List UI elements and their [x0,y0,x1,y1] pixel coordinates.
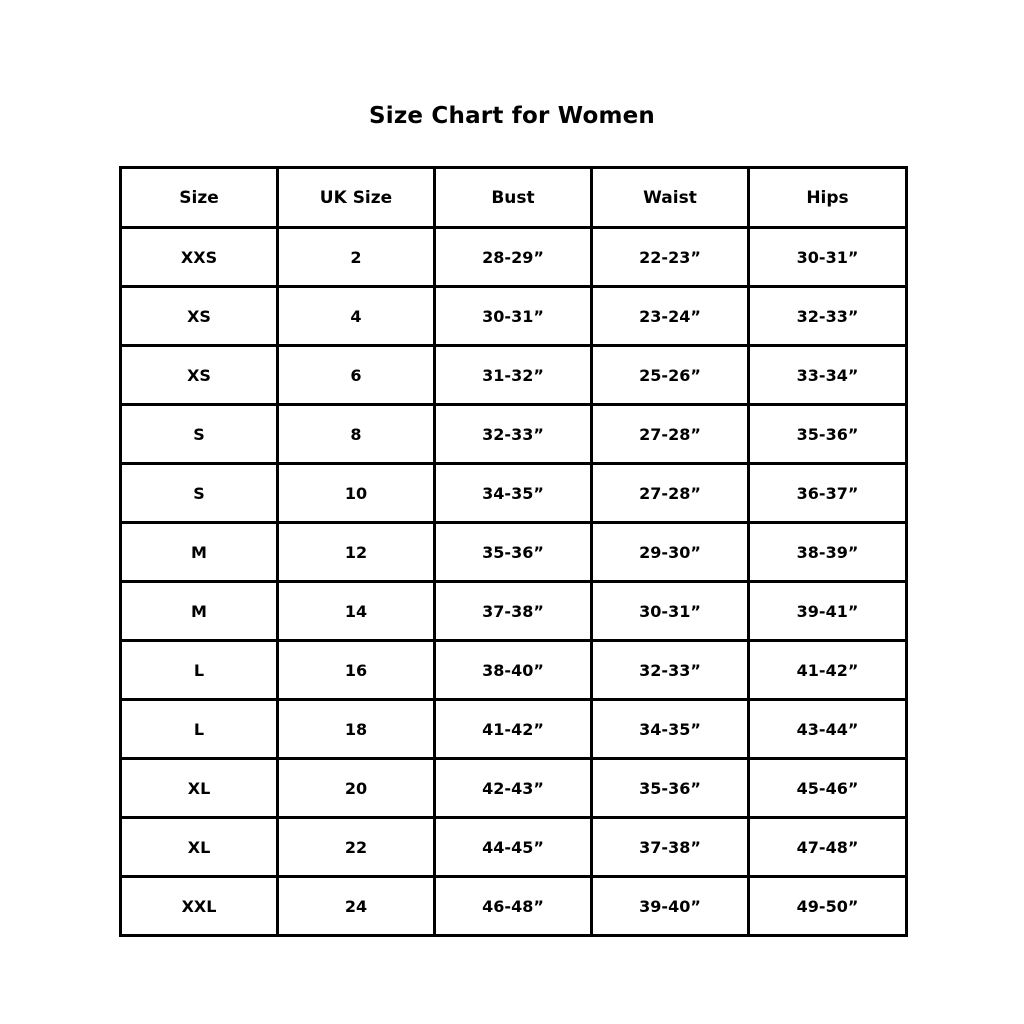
cell-hips: 32-33” [749,287,907,346]
table-row [121,287,907,346]
cell-hips: 43-44” [749,700,907,759]
table-row [121,346,907,405]
cell-size: M [121,523,278,582]
cell-waist: 27-28” [592,405,749,464]
cell-hips: 30-31” [749,228,907,287]
cell-uk-size: 20 [278,759,435,818]
table-row [121,464,907,523]
cell-uk-size: 6 [278,346,435,405]
cell-uk-size: 10 [278,464,435,523]
size-chart-table [119,166,908,937]
cell-hips: 38-39” [749,523,907,582]
cell-bust: 42-43” [435,759,592,818]
table-row [121,582,907,641]
cell-uk-size: 16 [278,641,435,700]
cell-bust: 28-29” [435,228,592,287]
cell-bust: 38-40” [435,641,592,700]
table-row [121,877,907,936]
cell-size: M [121,582,278,641]
cell-size: XL [121,818,278,877]
cell-uk-size: 2 [278,228,435,287]
cell-waist: 23-24” [592,287,749,346]
cell-uk-size: 8 [278,405,435,464]
cell-waist: 34-35” [592,700,749,759]
table-header-row [121,168,907,228]
cell-bust: 41-42” [435,700,592,759]
cell-bust: 46-48” [435,877,592,936]
cell-size: XS [121,346,278,405]
cell-waist: 25-26” [592,346,749,405]
table-row [121,700,907,759]
cell-size: XS [121,287,278,346]
table-row [121,405,907,464]
cell-uk-size: 22 [278,818,435,877]
table-row [121,818,907,877]
cell-bust: 32-33” [435,405,592,464]
cell-size: S [121,464,278,523]
cell-hips: 47-48” [749,818,907,877]
table-row [121,228,907,287]
cell-waist: 29-30” [592,523,749,582]
table-row [121,759,907,818]
cell-waist: 35-36” [592,759,749,818]
cell-waist: 37-38” [592,818,749,877]
cell-hips: 39-41” [749,582,907,641]
cell-uk-size: 12 [278,523,435,582]
cell-waist: 27-28” [592,464,749,523]
size-chart-table-container [119,166,905,937]
cell-bust: 37-38” [435,582,592,641]
cell-hips: 41-42” [749,641,907,700]
cell-bust: 35-36” [435,523,592,582]
cell-hips: 35-36” [749,405,907,464]
cell-hips: 36-37” [749,464,907,523]
cell-bust: 31-32” [435,346,592,405]
table-body [121,228,907,936]
cell-bust: 44-45” [435,818,592,877]
cell-size: L [121,700,278,759]
cell-uk-size: 14 [278,582,435,641]
cell-size: XXL [121,877,278,936]
column-header-size: Size [121,168,278,228]
table-row [121,523,907,582]
table-row [121,641,907,700]
cell-waist: 30-31” [592,582,749,641]
column-header-hips: Hips [749,168,907,228]
cell-size: S [121,405,278,464]
cell-uk-size: 4 [278,287,435,346]
page-title: Size Chart for Women [368,103,655,129]
column-header-bust: Bust [435,168,592,228]
cell-hips: 49-50” [749,877,907,936]
table-header [121,168,907,228]
cell-bust: 34-35” [435,464,592,523]
cell-size: XXS [121,228,278,287]
cell-uk-size: 24 [278,877,435,936]
cell-hips: 45-46” [749,759,907,818]
column-header-waist: Waist [592,168,749,228]
cell-bust: 30-31” [435,287,592,346]
cell-size: XL [121,759,278,818]
cell-waist: 32-33” [592,641,749,700]
cell-waist: 22-23” [592,228,749,287]
cell-uk-size: 18 [278,700,435,759]
cell-size: L [121,641,278,700]
cell-hips: 33-34” [749,346,907,405]
column-header-uk-size: UK Size [278,168,435,228]
cell-waist: 39-40” [592,877,749,936]
